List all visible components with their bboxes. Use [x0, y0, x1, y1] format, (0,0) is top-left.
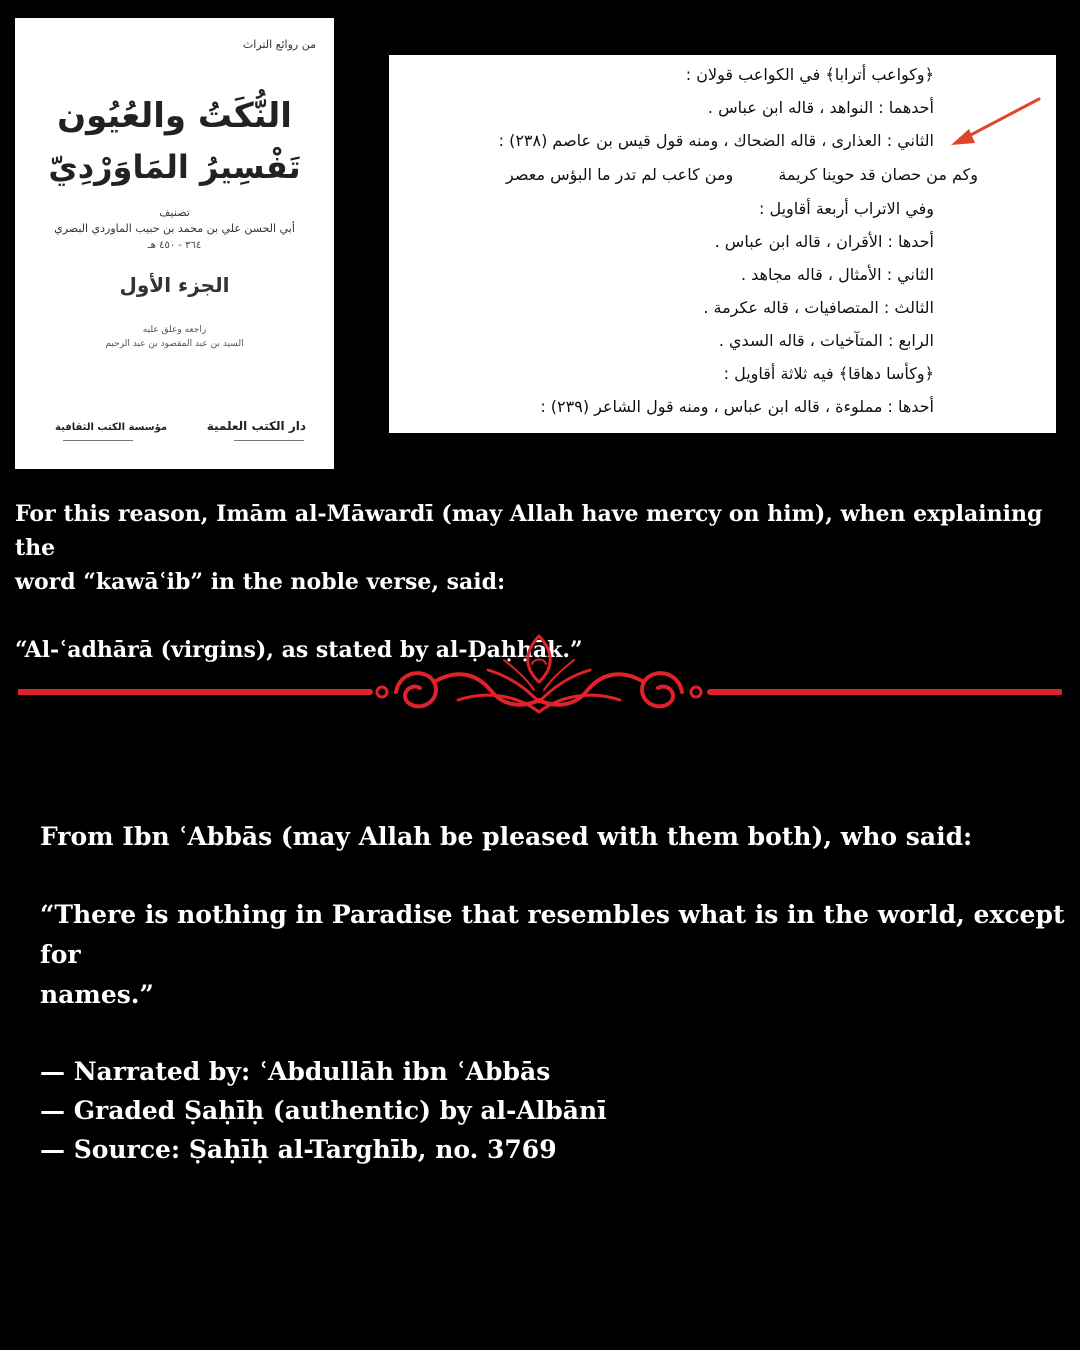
scan-line-3: الثاني : العذارى ، قاله الضحاك ، ومنه قول قيس بن عاصم (٢٣٨) : [498, 131, 934, 150]
book-cover-image [15, 18, 334, 469]
cover-editor: السيد بن عبد المقصود بن عبد الرحيم [105, 339, 244, 349]
cover-divider-left [63, 440, 133, 441]
quote-mawardi: “Al-ʿadhārā (virgins), as stated by al-Ḍaḥḥāk.” [15, 637, 583, 663]
scan-line-10: أحدها : مملوءة ، قاله ابن عباس ، ومنه قول الشاعر (٢٣٩) : [540, 397, 934, 416]
tafsir-scan-excerpt [389, 55, 1056, 433]
paragraph-mawardi-line2: word “kawāʿib” in the noble verse, said: [15, 569, 506, 595]
hadith-block [40, 817, 1080, 1169]
hadith-source: — Source: Ṣaḥīḥ al-Targhīb, no. 3769 [40, 1135, 557, 1164]
paragraph-mawardi-line1: For this reason, Imām al-Māwardī (may Allah have mercy on him), when explaining the [15, 501, 1043, 561]
cover-publisher-left: مؤسسة الكتب الثقافية [55, 422, 168, 433]
cover-series: من روائع التراث [242, 38, 316, 51]
hadith-intro: From Ibn ʿAbbās (may Allah be pleased with them both), who said: [40, 822, 973, 851]
hadith-narrated: — Narrated by: ʿAbdullāh ibn ʿAbbās [40, 1057, 551, 1086]
cover-editor-label: راجعه وعلق عليه [142, 325, 207, 335]
cover-years: ٣٦٤ - ٤٥٠ هـ [147, 240, 202, 251]
scan-line-6: الثاني : الأمثال ، قاله مجاهد . [740, 265, 934, 284]
red-arrow-icon [949, 97, 1049, 157]
verse-hemistich-2: ومن كاعب لم تدر ما البؤس معصر [506, 165, 734, 184]
scan-verse-line [506, 165, 978, 184]
scan-line-2: أحدهما : النواهد ، قاله ابن عباس . [707, 98, 934, 117]
cover-label-tasnif: تصنيف [159, 206, 190, 219]
scan-line-4: وفي الاتراب أربعة أقاويل : [759, 199, 934, 218]
cover-divider-right [234, 440, 304, 441]
cover-author: أبي الحسن علي بن محمد بن حبيب الماوردي البصري [54, 222, 295, 235]
hadith-quote-line1: “There is nothing in Paradise that resembles what is in the world, except for [40, 900, 1065, 969]
hadith-graded: — Graded Ṣaḥīḥ (authentic) by al-Albānī [40, 1096, 607, 1125]
verse-hemistich-1: وكم من حصان قد حوينا كريمة [778, 165, 978, 184]
cover-publisher-right: دار الكتب العلمية [206, 419, 306, 433]
cover-title-line2: تَفْسِيرُ المَاوَرْدِيّ [48, 148, 301, 186]
scan-line-1: ﴿وكواعب أترابا﴾ في الكواعب قولان : [685, 65, 934, 84]
scan-line-5: أحدها : الأقران ، قاله ابن عباس . [714, 232, 934, 251]
hadith-quote-line2: names.” [40, 980, 154, 1009]
cover-title-line1: النُّكَتُ والعُيُون [57, 96, 292, 136]
scan-line-7: الثالث : المتصافيات ، قاله عكرمة . [703, 298, 934, 317]
scan-line-8: الرابع : المتآخيات ، قاله السدي . [718, 331, 934, 350]
ornamental-divider-icon [18, 630, 1062, 722]
scan-line-9: ﴿وكأسا دهاقا﴾ فيه ثلاثة أقاويل : [723, 364, 934, 383]
cover-part: الجزء الأول [119, 273, 230, 297]
